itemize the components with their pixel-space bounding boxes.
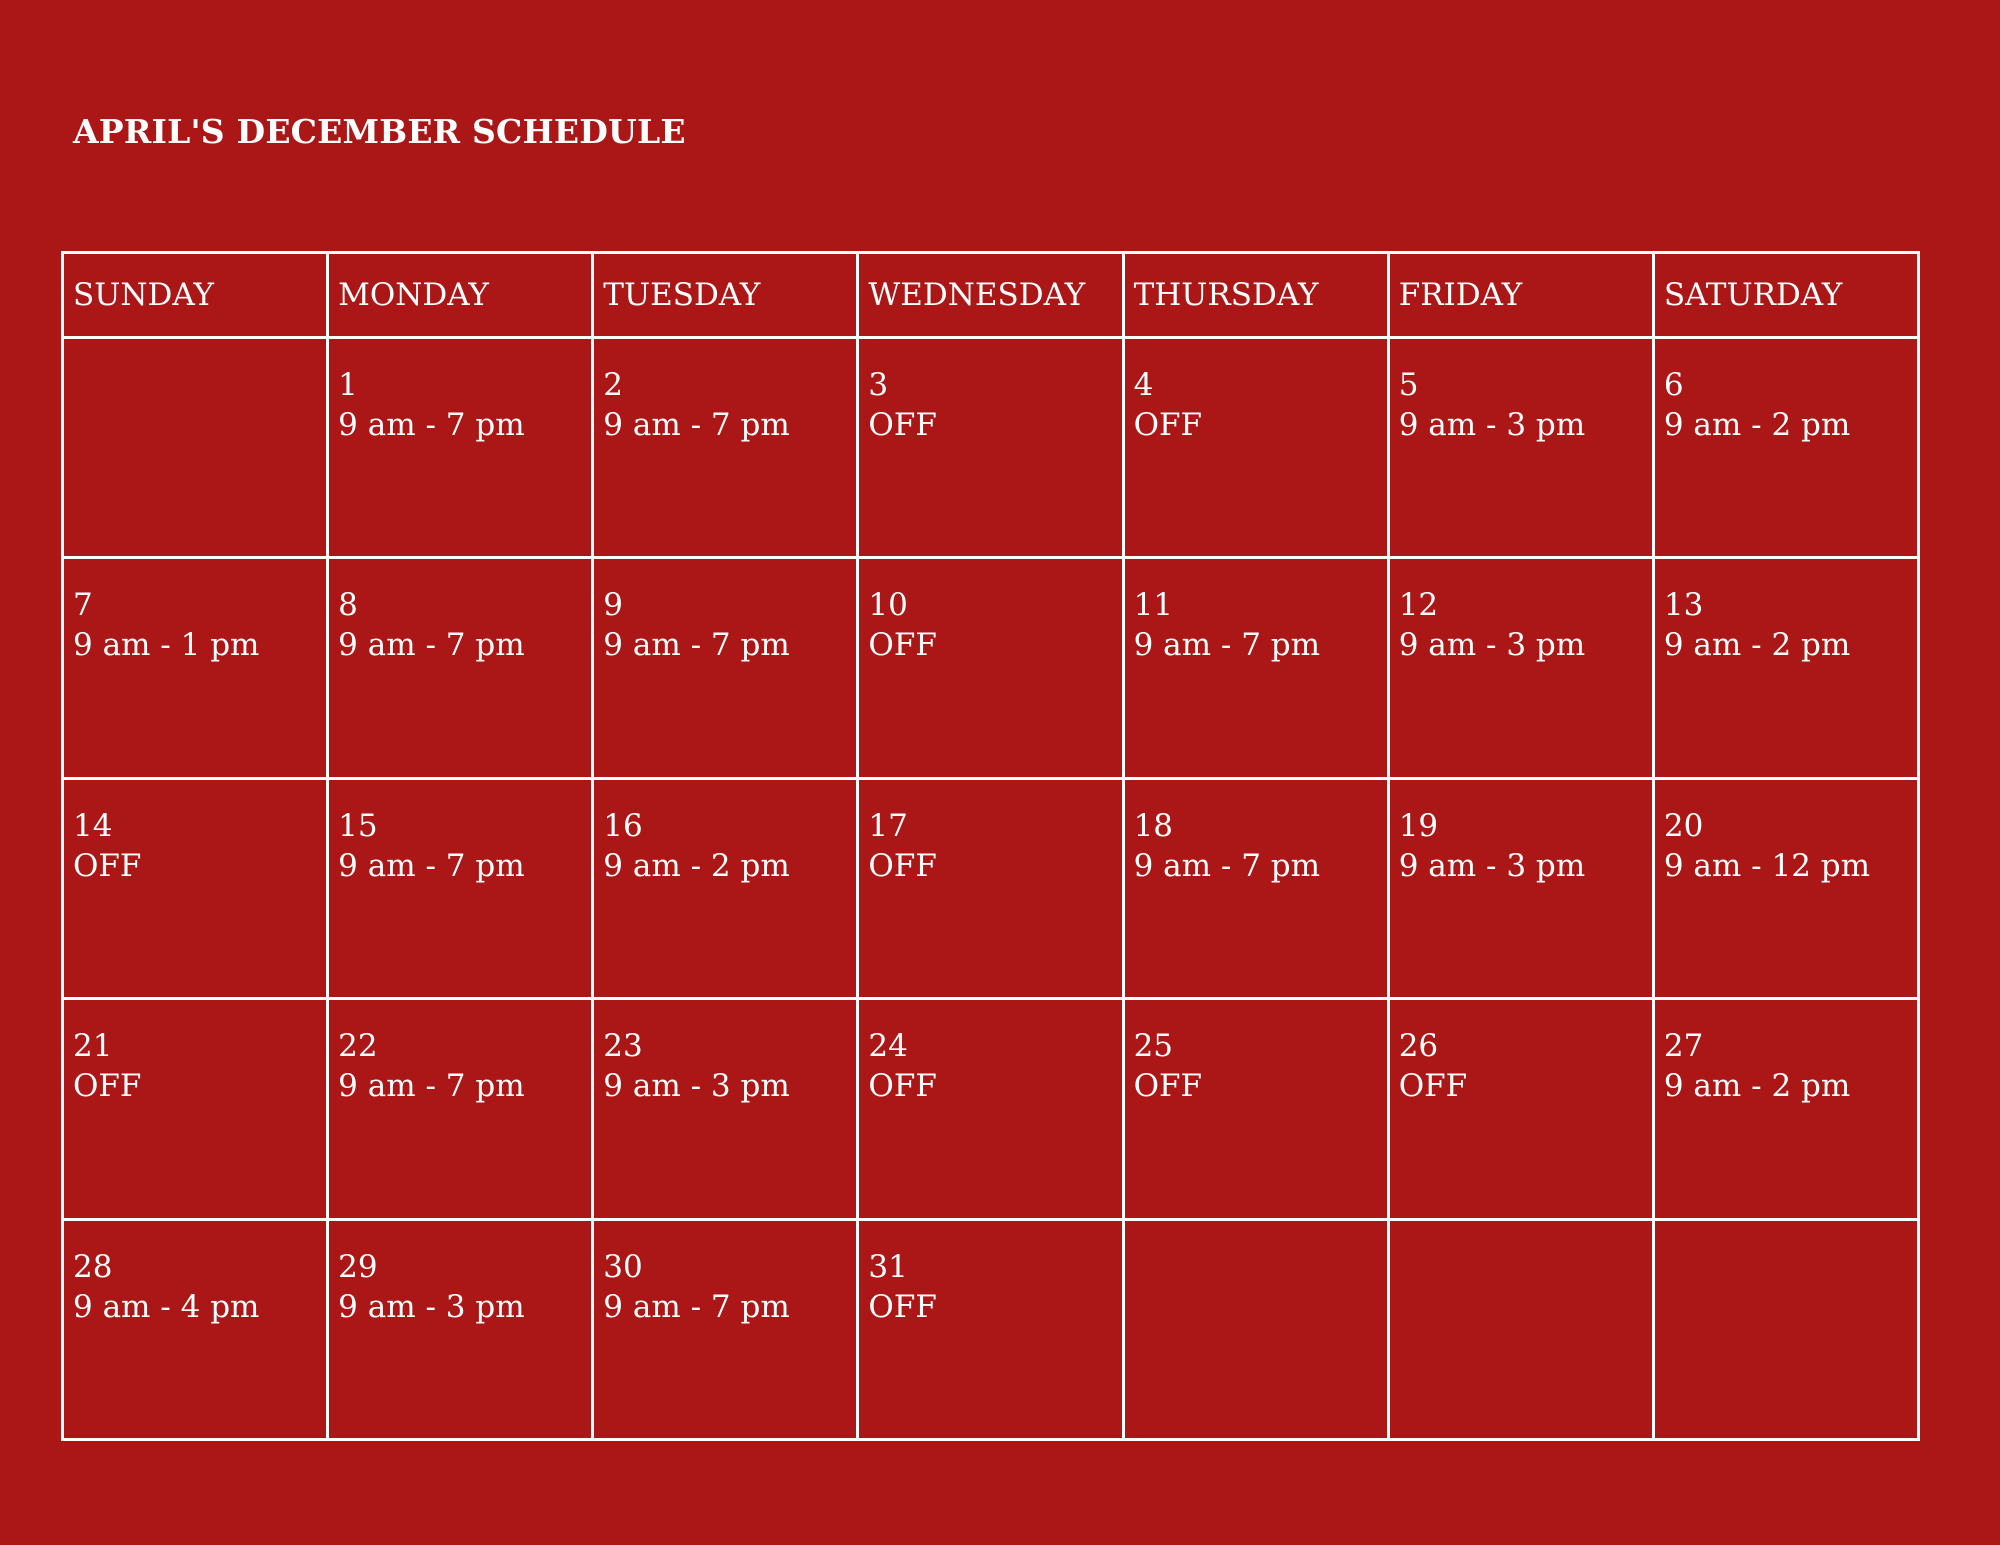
day-cell — [1123, 999, 1388, 1219]
day-cell — [63, 1219, 328, 1439]
day-hours: 9 am - 7 pm — [338, 847, 525, 884]
day-cell — [858, 558, 1123, 778]
day-number: 21 — [73, 1028, 113, 1065]
day-cell — [328, 999, 593, 1219]
day-number: 12 — [1398, 587, 1439, 624]
calendar-body — [63, 338, 1919, 1440]
day-number: 29 — [338, 1248, 378, 1285]
day-number: 19 — [1398, 807, 1439, 844]
week-row — [63, 999, 1919, 1219]
day-number: 18 — [1133, 807, 1174, 844]
day-cell — [63, 558, 328, 778]
day-cell — [1123, 338, 1388, 558]
day-hours: 9 am - 2 pm — [1663, 1068, 1851, 1105]
day-hours: 9 am - 7 pm — [603, 627, 790, 664]
day-number: 26 — [1398, 1028, 1439, 1065]
week-row — [63, 558, 1919, 778]
day-hours: OFF — [1398, 1068, 1468, 1105]
day-number: 7 — [73, 587, 93, 624]
day-hours: 9 am - 7 pm — [1133, 847, 1321, 884]
weekday-header-row — [63, 253, 1919, 338]
day-hours: OFF — [1133, 1068, 1202, 1105]
day-number: 10 — [868, 587, 908, 624]
day-hours: 9 am - 1 pm — [73, 627, 260, 664]
day-number: 15 — [338, 807, 378, 844]
day-number: 23 — [603, 1028, 643, 1065]
day-cell — [63, 999, 328, 1219]
weekday-header-sunday: SUNDAY — [63, 253, 328, 338]
day-cell — [593, 338, 858, 558]
day-number: 31 — [868, 1248, 908, 1285]
weekday-header-thursday: THURSDAY — [1123, 253, 1388, 338]
day-cell — [1653, 558, 1918, 778]
day-cell — [593, 778, 858, 998]
day-cell — [1388, 778, 1653, 998]
day-hours: OFF — [868, 627, 937, 664]
day-number: 13 — [1663, 587, 1704, 624]
day-cell — [593, 1219, 858, 1439]
day-hours: 9 am - 3 pm — [1398, 407, 1586, 443]
day-number: 16 — [603, 807, 643, 844]
day-number: 2 — [603, 367, 624, 403]
day-hours: OFF — [868, 1288, 937, 1325]
day-hours: 9 am - 7 pm — [1133, 627, 1321, 664]
day-cell — [1388, 338, 1653, 558]
day-cell — [1653, 778, 1918, 998]
week-row — [63, 1219, 1919, 1439]
day-cell — [858, 999, 1123, 1219]
day-cell — [593, 558, 858, 778]
day-number: 28 — [73, 1248, 113, 1285]
day-number: 24 — [868, 1028, 908, 1065]
day-number: 6 — [1663, 367, 1684, 403]
day-hours: 9 am - 2 pm — [603, 847, 790, 884]
day-cell — [1123, 558, 1388, 778]
day-cell — [63, 778, 328, 998]
day-number: 1 — [338, 367, 358, 403]
day-hours: 9 am - 3 pm — [603, 1068, 790, 1105]
day-number: 27 — [1663, 1028, 1704, 1065]
day-hours: OFF — [73, 847, 142, 884]
day-hours: 9 am - 4 pm — [73, 1288, 260, 1325]
day-number: 4 — [1133, 367, 1154, 403]
day-number: 30 — [603, 1248, 643, 1285]
day-number: 17 — [868, 807, 908, 844]
day-number: 8 — [338, 587, 358, 624]
day-hours: OFF — [73, 1068, 142, 1105]
day-cell — [1388, 558, 1653, 778]
empty-day-cell — [63, 338, 328, 558]
page-title: APRIL'S DECEMBER SCHEDULE — [73, 112, 686, 151]
day-cell — [328, 338, 593, 558]
day-cell — [593, 999, 858, 1219]
day-hours: 9 am - 7 pm — [338, 407, 525, 443]
day-cell — [1388, 999, 1653, 1219]
day-hours: 9 am - 7 pm — [603, 1288, 790, 1325]
day-hours: 9 am - 3 pm — [1398, 847, 1586, 884]
day-cell — [1653, 338, 1918, 558]
day-number: 14 — [73, 807, 113, 844]
day-number: 9 — [603, 587, 624, 624]
weekday-header-saturday: SATURDAY — [1653, 253, 1918, 338]
week-row — [63, 338, 1919, 558]
day-cell — [1653, 999, 1918, 1219]
week-row — [63, 778, 1919, 998]
day-hours: 9 am - 2 pm — [1663, 407, 1851, 443]
day-hours: OFF — [1133, 407, 1202, 443]
day-cell — [1123, 778, 1388, 998]
day-hours: 9 am - 7 pm — [603, 407, 790, 443]
weekday-header-wednesday: WEDNESDAY — [858, 253, 1123, 338]
schedule-calendar — [61, 251, 1920, 1441]
day-number: 5 — [1398, 367, 1419, 403]
day-cell — [858, 1219, 1123, 1439]
day-hours: OFF — [868, 847, 937, 884]
day-hours: 9 am - 3 pm — [338, 1288, 525, 1325]
weekday-header-friday: FRIDAY — [1388, 253, 1653, 338]
day-number: 3 — [868, 367, 889, 403]
day-hours: 9 am - 12 pm — [1663, 847, 1871, 884]
weekday-header-monday: MONDAY — [328, 253, 593, 338]
day-hours: 9 am - 3 pm — [1398, 627, 1586, 664]
day-cell — [858, 338, 1123, 558]
day-number: 22 — [338, 1028, 378, 1065]
day-cell — [328, 1219, 593, 1439]
weekday-header-tuesday: TUESDAY — [593, 253, 858, 338]
day-number: 25 — [1133, 1028, 1174, 1065]
empty-day-cell — [1123, 1219, 1388, 1439]
day-hours: 9 am - 7 pm — [338, 627, 525, 664]
day-hours: 9 am - 7 pm — [338, 1068, 525, 1105]
day-cell — [328, 778, 593, 998]
day-number: 11 — [1133, 587, 1174, 624]
empty-day-cell — [1653, 1219, 1918, 1439]
day-cell — [858, 778, 1123, 998]
day-cell — [328, 558, 593, 778]
day-hours: OFF — [868, 407, 937, 443]
day-number: 20 — [1663, 807, 1704, 844]
day-hours: OFF — [868, 1068, 937, 1105]
empty-day-cell — [1388, 1219, 1653, 1439]
day-hours: 9 am - 2 pm — [1663, 627, 1851, 664]
